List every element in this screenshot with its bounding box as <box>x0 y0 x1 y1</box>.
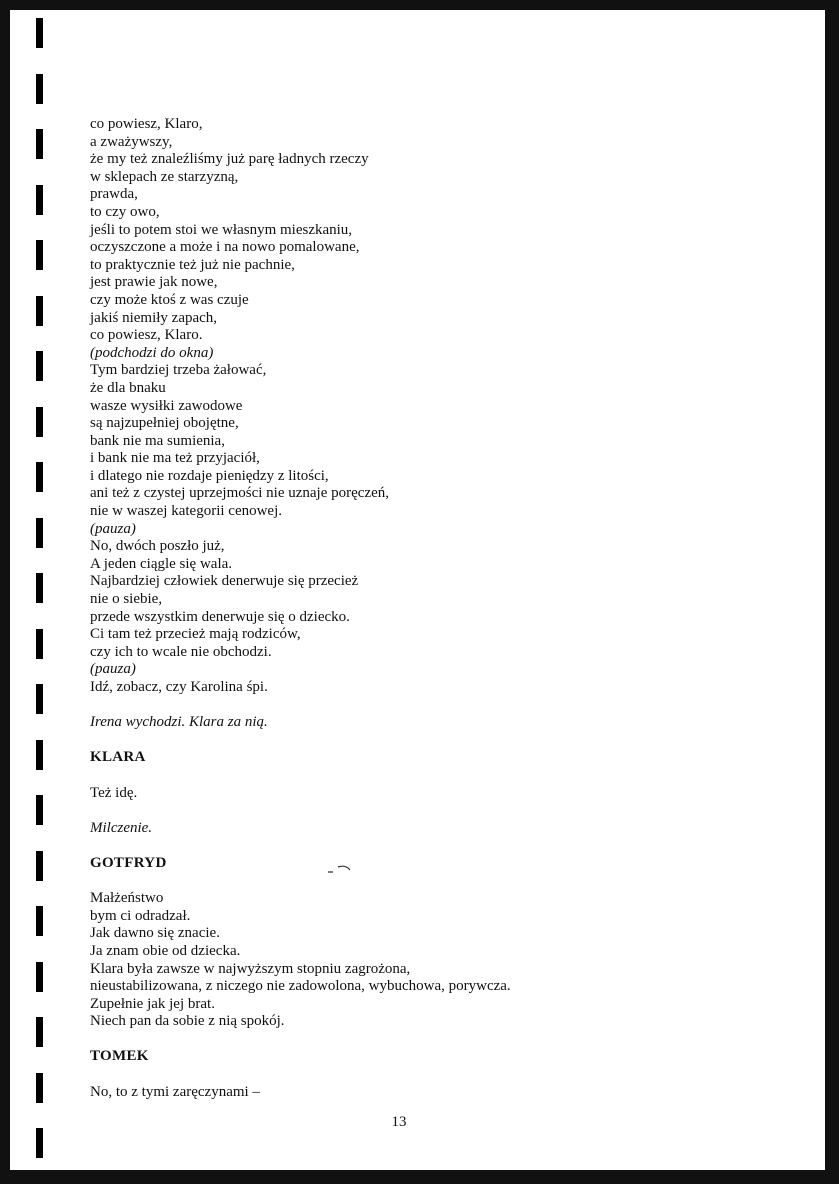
text-line: prawda, <box>90 186 138 203</box>
text-line: Małżeństwo <box>90 890 164 907</box>
binding-hole <box>36 1128 43 1158</box>
binding-hole <box>36 573 43 603</box>
stage-direction: (pauza) <box>90 661 136 678</box>
text-line: to czy owo, <box>90 203 160 220</box>
binding-hole <box>36 851 43 881</box>
binding-hole <box>36 518 43 548</box>
text-line: że dla bnaku <box>90 379 166 396</box>
text-line: i bank nie ma też przyjaciół, <box>90 450 260 467</box>
text-line: a zważywszy, <box>90 133 173 150</box>
text-line: co powiesz, Klaro. <box>90 327 203 344</box>
blank-line <box>90 697 790 715</box>
blank-line <box>90 802 790 820</box>
text-line: nie o siebie, <box>90 591 163 608</box>
speaker-name: KLARA <box>90 749 146 766</box>
binding-hole <box>36 740 43 770</box>
text-line: oczyszczone a może i na nowo pomalowane, <box>90 239 360 256</box>
speaker-name: GOTFRYD <box>90 854 167 871</box>
page-number: 13 <box>391 1114 407 1130</box>
text-line: czy może ktoś z was czuje <box>90 291 249 308</box>
text-line: ani też z czystej uprzejmości nie uznaje poręczeń, <box>90 485 390 502</box>
text-line: Ja znam obie od dziecka. <box>90 942 241 959</box>
text-line: jeśli to potem stoi we własnym mieszkaniu, <box>90 221 353 238</box>
text-line: to praktycznie też już nie pachnie, <box>90 256 295 273</box>
binding-hole <box>36 1073 43 1103</box>
binding-hole <box>36 18 43 48</box>
text-line: No, to z tymi zaręczynami – <box>90 1083 260 1100</box>
binding-hole <box>36 1017 43 1047</box>
text-line: są najzupełniej obojętne, <box>90 415 239 432</box>
binding-hole <box>36 351 43 381</box>
binding-hole <box>36 906 43 936</box>
text-line: nieustabilizowana, z niczego nie zadowolona, wybuchowa, porywcza. <box>90 978 511 995</box>
binding-hole <box>36 240 43 270</box>
binding-hole <box>36 296 43 326</box>
text-line: przede wszystkim denerwuje się o dziecko. <box>90 608 350 625</box>
stage-direction: (podchodzi do okna) <box>90 344 214 361</box>
stage-direction: Irena wychodzi. Klara za nią. <box>90 714 268 731</box>
binding-hole <box>36 629 43 659</box>
blank-line <box>90 732 790 750</box>
text-line: Niech pan da sobie z nią spokój. <box>90 1013 285 1030</box>
text-line: Klara była zawsze w najwyższym stopniu zagrożona, <box>90 960 411 977</box>
text-line: Jak dawno się znacie. <box>90 925 220 942</box>
document-page <box>10 10 825 1170</box>
stage-direction: (pauza) <box>90 520 136 537</box>
blank-line <box>90 1031 790 1049</box>
text-line: bym ci odradzał. <box>90 907 191 924</box>
text-line: co powiesz, Klaro, <box>90 116 203 132</box>
speaker-name: TOMEK <box>90 1048 149 1065</box>
text-line: Idź, zobacz, czy Karolina śpi. <box>90 679 268 695</box>
script-text <box>90 116 790 1101</box>
text-line: No, dwóch poszło już, <box>90 538 225 555</box>
text-line: że my też znaleźliśmy już parę ładnych rzeczy <box>90 151 369 168</box>
binding-hole <box>36 407 43 437</box>
blank-line <box>90 873 790 891</box>
text-line: Zupełnie jak jej brat. <box>90 995 215 1012</box>
binding-hole <box>36 74 43 104</box>
binding-hole <box>36 795 43 825</box>
text-line: Ci tam też przecież mają rodziców, <box>90 626 301 643</box>
text-line: bank nie ma sumienia, <box>90 432 225 449</box>
binding-hole <box>36 129 43 159</box>
binding-hole <box>36 462 43 492</box>
blank-line <box>90 767 790 785</box>
text-line: Też idę. <box>90 784 138 801</box>
blank-line <box>90 1066 790 1084</box>
text-line: A jeden ciągle się wala. <box>90 555 233 572</box>
stage-direction: Milczenie. <box>90 819 153 836</box>
text-line: jest prawie jak nowe, <box>90 274 218 291</box>
text-line: Najbardziej człowiek denerwuje się przecież <box>90 573 359 590</box>
text-line: wasze wysiłki zawodowe <box>90 397 243 414</box>
text-line: i dlatego nie rozdaje pieniędzy z litości, <box>90 467 329 484</box>
text-line: Tym bardziej trzeba żałować, <box>90 362 267 379</box>
text-line: czy ich to wcale nie obchodzi. <box>90 643 272 660</box>
text-line: nie w waszej kategorii cenowej. <box>90 503 283 520</box>
blank-line <box>90 837 790 855</box>
binding-hole <box>36 684 43 714</box>
binding-hole <box>36 185 43 215</box>
binding-hole <box>36 962 43 992</box>
text-line: w sklepach ze starzyzną, <box>90 168 239 185</box>
text-line: jakiś niemiły zapach, <box>90 309 218 326</box>
